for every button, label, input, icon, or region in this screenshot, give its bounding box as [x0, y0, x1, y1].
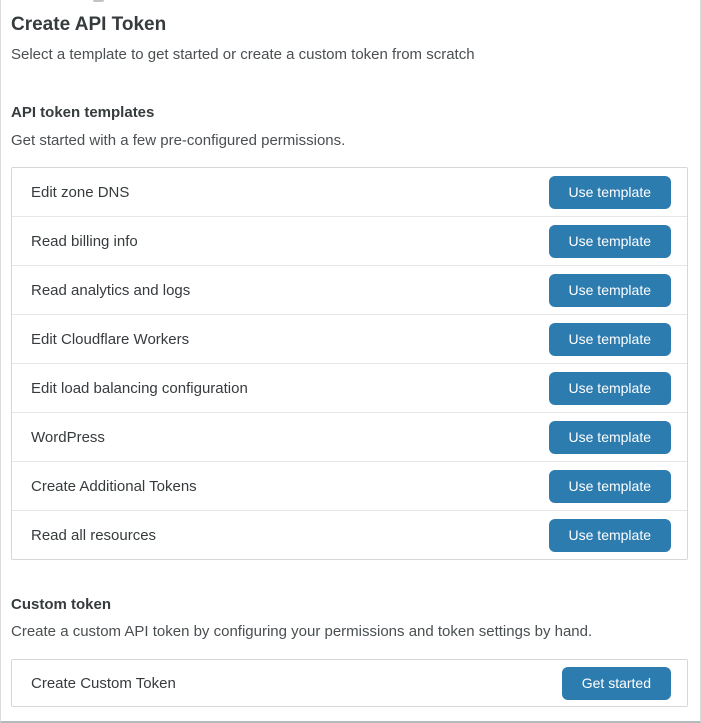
custom-token-box: [11, 659, 688, 707]
use-template-button[interactable]: Use template: [549, 421, 671, 454]
template-row: [12, 510, 687, 559]
template-row: [12, 168, 687, 216]
custom-token-heading: Custom token: [11, 596, 112, 613]
use-template-button[interactable]: Use template: [549, 176, 671, 209]
custom-token-description: Create a custom API token by configuring your permissions and token settings by hand.: [11, 623, 593, 640]
template-row-label: Read billing info: [31, 232, 138, 250]
page-title: Create API Token: [11, 14, 167, 35]
template-row-label: Read all resources: [31, 526, 157, 544]
custom-token-row-label: Create Custom Token: [31, 674, 176, 692]
use-template-button[interactable]: Use template: [549, 519, 671, 552]
page-subtitle: Select a template to get started or create a custom token from scratch: [11, 46, 475, 63]
template-row: [12, 216, 687, 265]
template-row-label: Edit load balancing configuration: [31, 379, 248, 397]
use-template-button[interactable]: Use template: [549, 372, 671, 405]
template-row-label: Edit zone DNS: [31, 183, 130, 201]
api-token-template-list: [11, 167, 688, 560]
use-template-button[interactable]: Use template: [549, 470, 671, 503]
template-row-label: Read analytics and logs: [31, 281, 191, 299]
clipped-edge-artifact: [93, 0, 104, 2]
template-row: [12, 314, 687, 363]
template-row: [12, 412, 687, 461]
template-row-label: Edit Cloudflare Workers: [31, 330, 190, 348]
template-row: [12, 461, 687, 510]
use-template-button[interactable]: Use template: [549, 225, 671, 258]
use-template-button[interactable]: Use template: [549, 323, 671, 356]
template-row: [12, 265, 687, 314]
templates-section-heading: API token templates: [11, 104, 155, 121]
get-started-button[interactable]: Get started: [562, 667, 671, 700]
use-template-button[interactable]: Use template: [549, 274, 671, 307]
template-row-label: WordPress: [31, 428, 105, 446]
custom-token-row: [12, 660, 687, 706]
template-row: [12, 363, 687, 412]
templates-section-description: Get started with a few pre-configured permissions.: [11, 132, 346, 149]
template-row-label: Create Additional Tokens: [31, 477, 197, 495]
